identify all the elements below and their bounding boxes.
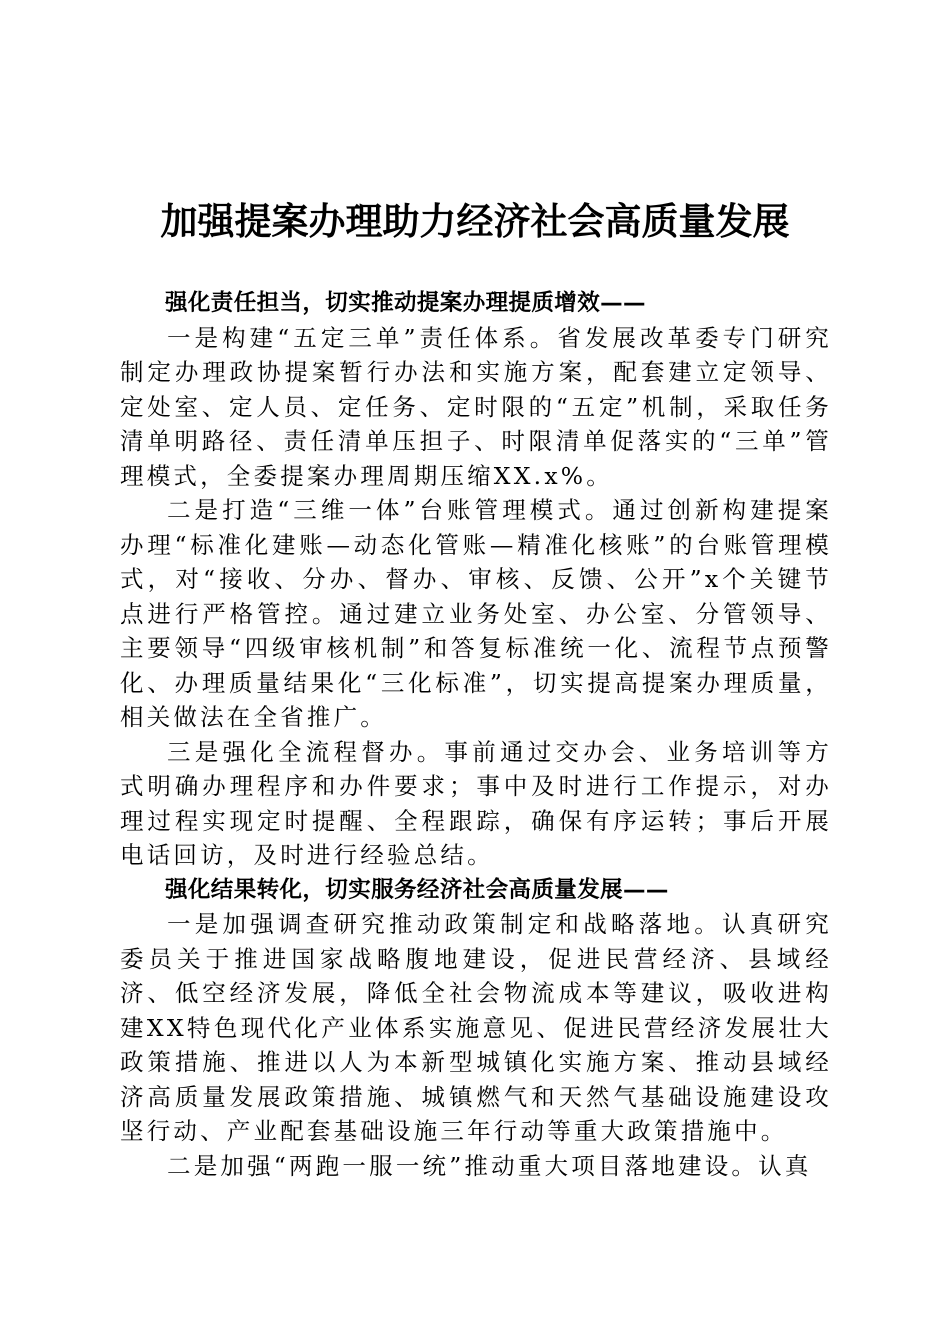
paragraph-research-policy: 一是加强调查研究推动政策制定和战略落地。认真研究委员关于推进国家战略腹地建设，促进民营经济、县域经济、低空经济发展，降低全社会物流成本等建议，吸收进构建XX特色现代化产业体系实施意见、促进民营经济发展壮大政策措施、推进以人为本新型城镇化实施方案、推动县域经济高质量发展政策措施、城镇燃气和天然气基础设施建设攻坚行动、产业配套基础设施三年行动等重大政策措施中。	[120, 910, 832, 1145]
section-heading-responsibility: 强化责任担当，切实推动提案办理提质增效——	[165, 290, 646, 316]
document-title: 加强提案办理助力经济社会高质量发展	[160, 199, 790, 243]
paragraph-full-process-supervision: 三是强化全流程督办。事前通过交办会、业务培训等方式明确办理程序和办件要求；事中及时进行工作提示，对办理过程实现定时提醒、全程跟踪，确保有序运转；事后开展电话回访，及时进行经验总结。	[120, 737, 832, 869]
paragraph-major-projects: 二是加强“两跑一服一统”推动重大项目落地建设。认真	[167, 1151, 812, 1180]
paragraph-ledger-management: 二是打造“三维一体”台账管理模式。通过创新构建提案办理“标准化建账—动态化管账—精准化核账”的台账管理模式，对“接收、分办、督办、审核、反馈、公开”x个关键节点进行严格管控。通过建立业务处室、办公室、分管领导、主要领导“四级审核机制”和答复标准统一化、流程节点预警化、办理质量结果化“三化标准”，切实提高提案办理质量，相关做法在全省推广。	[120, 496, 832, 731]
paragraph-five-three-system: 一是构建“五定三单”责任体系。省发展改革委专门研究制定办理政协提案暂行办法和实施方案，配套建立定领导、定处室、定人员、定任务、定时限的“五定”机制，采取任务清单明路径、责任清单压担子、时限清单促落实的“三单”管理模式，全委提案办理周期压缩XX.x%。	[120, 323, 832, 490]
section-heading-result-conversion: 强化结果转化，切实服务经济社会高质量发展——	[165, 876, 669, 903]
document-body	[120, 286, 832, 1183]
